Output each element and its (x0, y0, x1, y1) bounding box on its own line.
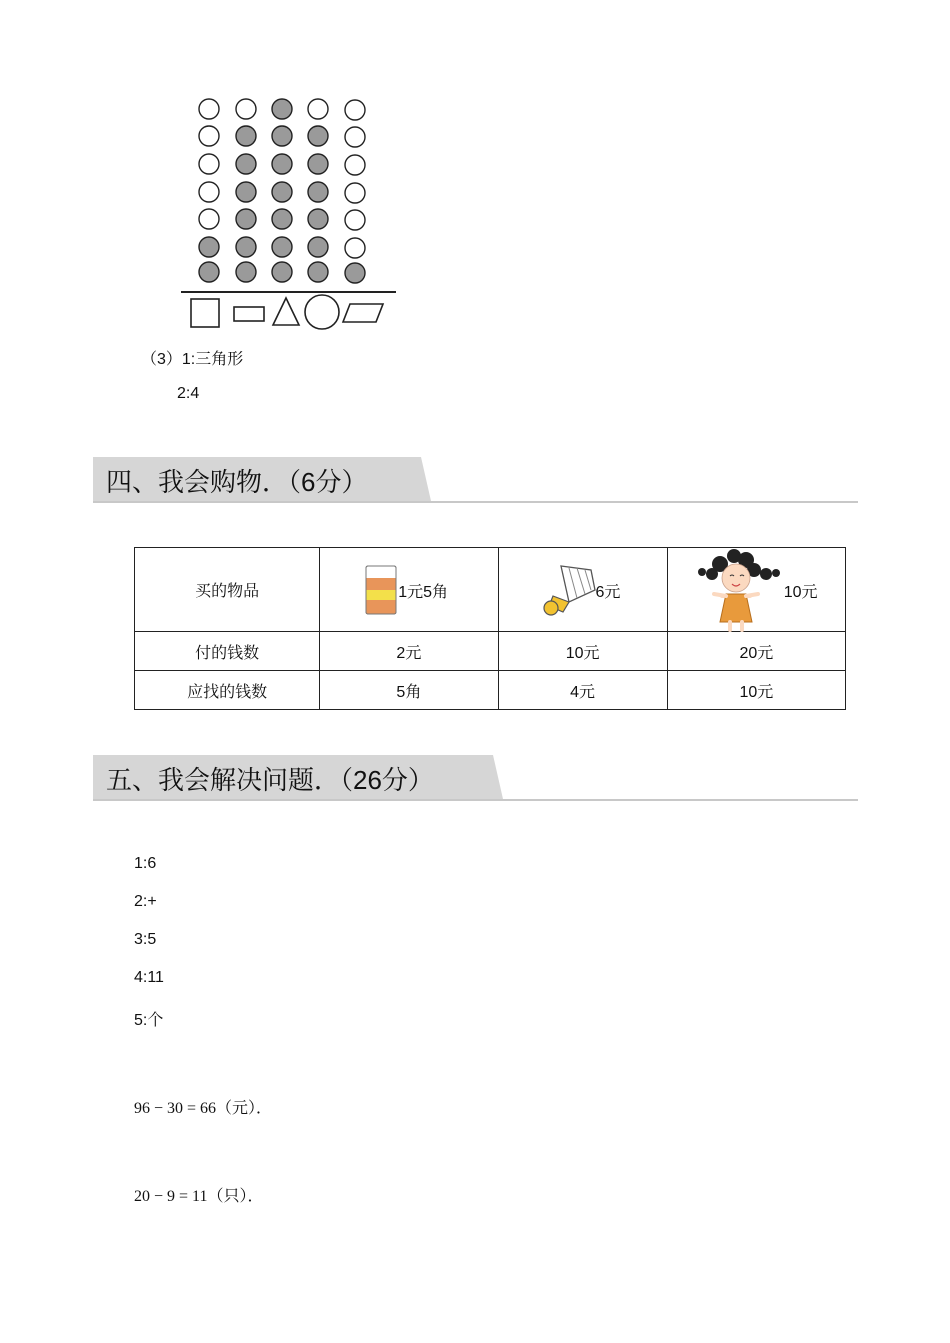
rectangle-icon (234, 307, 264, 321)
shaded-circle (308, 182, 328, 202)
price-label: 10元 (783, 584, 818, 601)
change-cell: 10元 (667, 671, 845, 710)
change-cell: 4元 (498, 671, 667, 710)
shaded-circle (272, 154, 292, 174)
paid-cell: 10元 (498, 632, 667, 671)
empty-circle (236, 99, 256, 119)
equation-1: 96 − 30 = 66（元）． (134, 1100, 273, 1117)
row-header-item: 买的物品 (135, 548, 320, 632)
shaded-circle (345, 263, 365, 283)
empty-circle (345, 155, 365, 175)
row-header-change: 应找的钱数 (135, 671, 320, 710)
shaded-circle (236, 154, 256, 174)
item-doll (667, 548, 845, 632)
doll-icon (690, 548, 788, 632)
change-cell: 5角 (320, 671, 498, 710)
shaded-circle (272, 99, 292, 119)
paid-cell: 20元 (667, 632, 845, 671)
part3-row1 (141, 346, 243, 369)
empty-circle (199, 209, 219, 229)
square-icon (191, 299, 219, 327)
circle-grid (199, 99, 365, 283)
shaded-circle (272, 182, 292, 202)
shaded-circle (199, 262, 219, 282)
empty-circle (199, 126, 219, 146)
empty-circle (308, 99, 328, 119)
paid-cell: 2元 (320, 632, 498, 671)
price-label: 1元5角 (398, 584, 449, 601)
shaded-circle (272, 126, 292, 146)
empty-circle (345, 127, 365, 147)
shaded-circle (308, 126, 328, 146)
shaded-circle (236, 126, 256, 146)
table-row (135, 632, 846, 671)
section5-title: 五、我会解决问题．（26分） (106, 765, 434, 795)
answer-line: 2:+ (134, 893, 157, 910)
empty-circle (345, 100, 365, 120)
part3-label: （3） (141, 351, 182, 368)
part3-answer2: 2:4 (177, 385, 200, 402)
shaded-circle (236, 262, 256, 282)
triangle-icon (273, 298, 299, 325)
shopping-table (134, 547, 846, 710)
header-rule (93, 799, 858, 801)
shaded-circle (236, 237, 256, 257)
header-rule (93, 501, 858, 503)
eraser-icon (364, 564, 398, 616)
shape-count-figure (175, 90, 405, 335)
empty-circle (345, 238, 365, 258)
shaded-circle (308, 154, 328, 174)
section5-header (93, 755, 858, 801)
shaded-circle (308, 237, 328, 257)
circle-icon (305, 295, 339, 329)
empty-circle (199, 154, 219, 174)
answer-line: 4:11 (134, 969, 164, 986)
shaded-circle (272, 262, 292, 282)
row-header-paid: 付的钱数 (135, 632, 320, 671)
answer-line: 5:个 (134, 1012, 164, 1029)
empty-circle (199, 182, 219, 202)
item-eraser (320, 548, 498, 632)
parallelogram-icon (343, 304, 383, 322)
shaded-circle (236, 209, 256, 229)
empty-circle (345, 210, 365, 230)
part3-answer1: 1:三角形 (181, 351, 244, 368)
item-shuttlecock (498, 548, 667, 632)
shuttlecock-icon (539, 560, 599, 618)
price-label: 6元 (595, 584, 621, 601)
table-row (135, 671, 846, 710)
empty-circle (345, 183, 365, 203)
table-row (135, 548, 846, 632)
shaded-circle (199, 237, 219, 257)
section4-title: 四、我会购物．（6分） (106, 467, 368, 497)
shaded-circle (308, 209, 328, 229)
equation-2: 20 − 9 = 11（只）． (134, 1188, 264, 1205)
empty-circle (199, 99, 219, 119)
answer-line: 1:6 (134, 855, 157, 872)
answer-line: 3:5 (134, 931, 157, 948)
shaded-circle (236, 182, 256, 202)
shaded-circle (272, 237, 292, 257)
shaded-circle (308, 262, 328, 282)
section4-header (93, 457, 858, 503)
shaded-circle (272, 209, 292, 229)
